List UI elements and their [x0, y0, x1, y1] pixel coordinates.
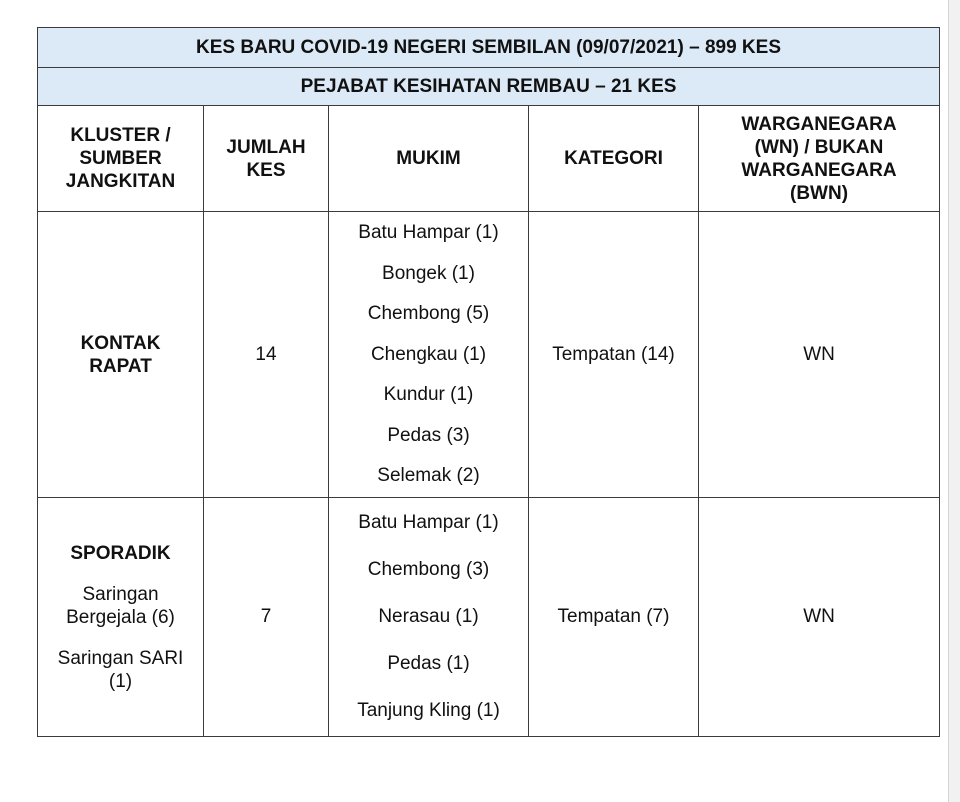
mukim-item: Pedas (3): [387, 424, 470, 446]
table-title: KES BARU COVID-19 NEGERI SEMBILAN (09/07/2021) – 899 KES: [38, 28, 940, 68]
mukim-item: Tanjung Kling (1): [357, 700, 500, 721]
total-cell: 7: [204, 498, 329, 737]
category-cell: Tempatan (7): [529, 498, 699, 737]
mukim-cell: [329, 498, 529, 737]
mukim-item: Batu Hampar (1): [358, 512, 499, 533]
mukim-item: Selemak (2): [377, 465, 480, 486]
header-citizenship: WARGANEGARA (WN) / BUKAN WARGANEGARA (BWN): [699, 106, 940, 212]
mukim-list: [329, 512, 528, 722]
page-edge-line: [948, 0, 949, 802]
mukim-item: Chembong (5): [367, 303, 490, 324]
mukim-list: [329, 222, 528, 487]
header-cluster: KLUSTER / SUMBER JANGKITAN: [38, 106, 204, 212]
cluster-cell: [38, 212, 204, 498]
mukim-item: Kundur (1): [383, 384, 474, 405]
page-edge: [948, 0, 960, 802]
title-row: [38, 28, 940, 68]
mukim-item: Pedas (1): [387, 653, 470, 674]
cluster-cell: [38, 498, 204, 737]
mukim-cell: [329, 212, 529, 498]
mukim-item: Chengkau (1): [370, 343, 487, 365]
mukim-item: Nerasau (1): [378, 606, 479, 627]
office-title: PEJABAT KESIHATAN REMBAU – 21 KES: [38, 68, 940, 106]
header-total: JUMLAH KES: [204, 106, 329, 212]
citizenship-cell: WN: [699, 212, 940, 498]
column-header-row: [38, 106, 940, 212]
office-row: [38, 68, 940, 106]
covid-cases-table: [37, 27, 940, 737]
sub-source: Saringan SARI (1): [57, 647, 184, 692]
cluster-name: KONTAK RAPAT: [80, 332, 161, 377]
citizenship-cell: WN: [699, 498, 940, 737]
header-category: KATEGORI: [529, 106, 699, 212]
header-mukim: MUKIM: [329, 106, 529, 212]
sub-source: Saringan Bergejala (6): [66, 583, 175, 628]
mukim-item: Bongek (1): [382, 262, 475, 284]
table-row: [38, 212, 940, 498]
mukim-item: Chembong (3): [367, 559, 490, 580]
total-cell: 14: [204, 212, 329, 498]
category-cell: Tempatan (14): [529, 212, 699, 498]
table-row: [38, 498, 940, 737]
cluster-name: SPORADIK: [70, 542, 171, 564]
mukim-item: Batu Hampar (1): [358, 222, 499, 243]
